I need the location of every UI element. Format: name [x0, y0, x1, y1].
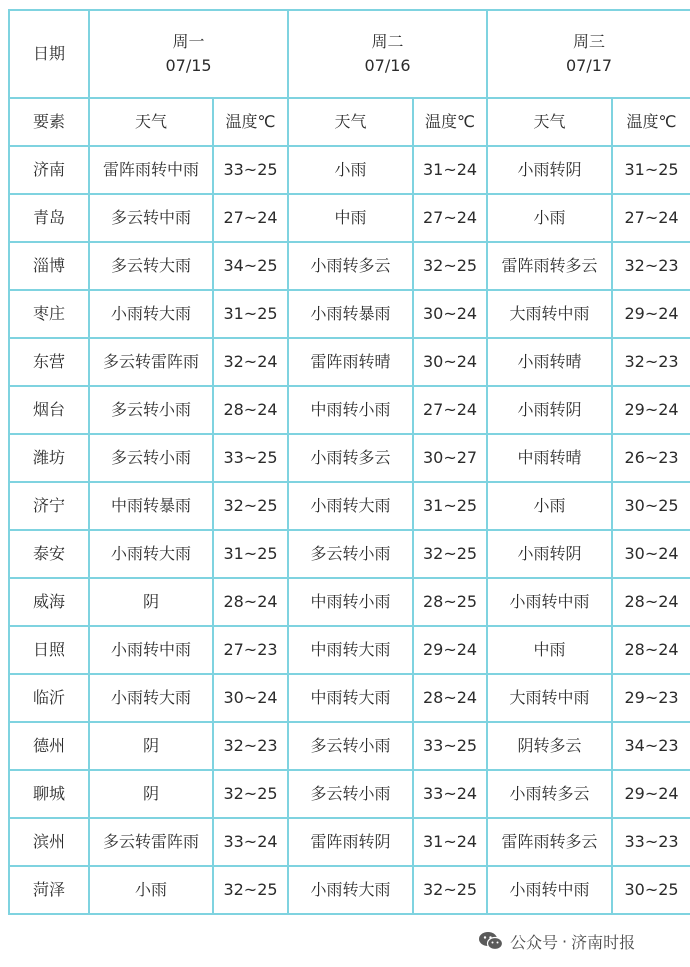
element-header-row — [9, 98, 690, 146]
city-name-cell: 滨州 — [9, 818, 89, 866]
weather-cell: 小雨 — [288, 146, 413, 194]
temp-header-cell: 温度℃ — [413, 98, 487, 146]
table-row — [9, 338, 690, 386]
temperature-cell: 32~25 — [213, 866, 288, 914]
temperature-cell: 32~25 — [213, 482, 288, 530]
temperature-cell: 33~23 — [612, 818, 690, 866]
table-row — [9, 770, 690, 818]
table-row — [9, 722, 690, 770]
weather-cell: 多云转小雨 — [288, 530, 413, 578]
weather-cell: 小雨转阴 — [487, 386, 612, 434]
temperature-cell: 29~24 — [612, 770, 690, 818]
weather-cell: 大雨转中雨 — [487, 674, 612, 722]
weather-cell: 小雨转中雨 — [487, 866, 612, 914]
wechat-icon — [478, 931, 504, 951]
weather-cell: 中雨 — [487, 626, 612, 674]
weather-cell: 小雨转大雨 — [288, 482, 413, 530]
temperature-cell: 27~24 — [413, 194, 487, 242]
temperature-cell: 31~24 — [413, 818, 487, 866]
temperature-cell: 29~24 — [612, 290, 690, 338]
weather-cell: 小雨转中雨 — [487, 578, 612, 626]
table-row — [9, 194, 690, 242]
date-header-row — [9, 10, 690, 98]
weather-cell: 大雨转中雨 — [487, 290, 612, 338]
table-row — [9, 866, 690, 914]
day-name: 周一 — [172, 32, 205, 51]
table-row — [9, 530, 690, 578]
weather-cell: 多云转大雨 — [89, 242, 213, 290]
weather-cell: 小雨转大雨 — [89, 674, 213, 722]
table-row — [9, 242, 690, 290]
weather-header-cell: 天气 — [288, 98, 413, 146]
weather-cell: 中雨转大雨 — [288, 626, 413, 674]
weather-cell: 阴 — [89, 722, 213, 770]
temperature-cell: 34~23 — [612, 722, 690, 770]
weather-cell: 阴 — [89, 770, 213, 818]
day-name: 周二 — [371, 32, 404, 51]
city-name-cell: 东营 — [9, 338, 89, 386]
table-row — [9, 578, 690, 626]
date-label-cell: 日期 — [9, 10, 89, 98]
city-name-cell: 烟台 — [9, 386, 89, 434]
weather-cell: 小雨转多云 — [288, 242, 413, 290]
temperature-cell: 28~24 — [413, 674, 487, 722]
table-row — [9, 386, 690, 434]
weather-header-cell: 天气 — [89, 98, 213, 146]
temperature-cell: 30~24 — [213, 674, 288, 722]
weather-cell: 阴转多云 — [487, 722, 612, 770]
weather-cell: 小雨转大雨 — [89, 290, 213, 338]
day-date: 07/16 — [364, 56, 411, 75]
forecast-table-container — [8, 9, 690, 915]
weather-header-cell: 天气 — [487, 98, 612, 146]
weather-cell: 雷阵雨转多云 — [487, 818, 612, 866]
table-row — [9, 818, 690, 866]
city-name-cell: 济南 — [9, 146, 89, 194]
temperature-cell: 32~25 — [413, 866, 487, 914]
element-label-cell: 要素 — [9, 98, 89, 146]
weather-cell: 多云转雷阵雨 — [89, 338, 213, 386]
weather-cell: 小雨转暴雨 — [288, 290, 413, 338]
weather-cell: 雷阵雨转阴 — [288, 818, 413, 866]
city-name-cell: 德州 — [9, 722, 89, 770]
weather-cell: 小雨转阴 — [487, 530, 612, 578]
temperature-cell: 29~24 — [612, 386, 690, 434]
table-row — [9, 290, 690, 338]
temperature-cell: 28~24 — [612, 626, 690, 674]
temperature-cell: 27~24 — [413, 386, 487, 434]
temperature-cell: 32~25 — [413, 530, 487, 578]
weather-cell: 小雨转多云 — [288, 434, 413, 482]
weather-cell: 雷阵雨转多云 — [487, 242, 612, 290]
temperature-cell: 29~23 — [612, 674, 690, 722]
day-date: 07/17 — [565, 56, 613, 75]
watermark-separator: · — [562, 931, 568, 951]
city-name-cell: 济宁 — [9, 482, 89, 530]
city-name-cell: 威海 — [9, 578, 89, 626]
weather-cell: 多云转小雨 — [288, 770, 413, 818]
temperature-cell: 28~24 — [612, 578, 690, 626]
temperature-cell: 27~24 — [612, 194, 690, 242]
city-name-cell: 青岛 — [9, 194, 89, 242]
day-date: 07/15 — [165, 56, 212, 75]
table-row — [9, 626, 690, 674]
temp-header-cell: 温度℃ — [213, 98, 288, 146]
day-header-mon — [89, 10, 288, 98]
weather-cell: 小雨转多云 — [487, 770, 612, 818]
temperature-cell: 30~24 — [413, 290, 487, 338]
city-name-cell: 菏泽 — [9, 866, 89, 914]
temperature-cell: 26~23 — [612, 434, 690, 482]
weather-cell: 中雨 — [288, 194, 413, 242]
city-name-cell: 泰安 — [9, 530, 89, 578]
temperature-cell: 32~23 — [213, 722, 288, 770]
weather-cell: 小雨 — [89, 866, 213, 914]
city-name-cell: 临沂 — [9, 674, 89, 722]
weather-cell: 小雨转晴 — [487, 338, 612, 386]
temperature-cell: 32~25 — [413, 242, 487, 290]
temperature-cell: 30~27 — [413, 434, 487, 482]
weather-cell: 阴 — [89, 578, 213, 626]
temperature-cell: 33~25 — [213, 434, 288, 482]
weather-cell: 多云转雷阵雨 — [89, 818, 213, 866]
table-row — [9, 482, 690, 530]
city-name-cell: 淄博 — [9, 242, 89, 290]
temperature-cell: 33~24 — [413, 770, 487, 818]
temperature-cell: 29~24 — [413, 626, 487, 674]
watermark-account: 济南时报 — [571, 932, 636, 952]
day-header-tue — [288, 10, 487, 98]
temperature-cell: 28~24 — [213, 386, 288, 434]
temperature-cell: 31~24 — [413, 146, 487, 194]
temperature-cell: 30~25 — [612, 866, 690, 914]
temperature-cell: 31~25 — [213, 290, 288, 338]
weather-cell: 雷阵雨转中雨 — [89, 146, 213, 194]
day-name: 周三 — [573, 32, 606, 51]
table-row — [9, 146, 690, 194]
temp-header-cell: 温度℃ — [612, 98, 690, 146]
weather-cell: 多云转小雨 — [89, 386, 213, 434]
temperature-cell: 31~25 — [413, 482, 487, 530]
weather-cell: 小雨转大雨 — [288, 866, 413, 914]
weather-cell: 雷阵雨转晴 — [288, 338, 413, 386]
weather-cell: 多云转小雨 — [288, 722, 413, 770]
table-row — [9, 674, 690, 722]
temperature-cell: 32~25 — [213, 770, 288, 818]
weather-cell: 中雨转大雨 — [288, 674, 413, 722]
temperature-cell: 33~25 — [413, 722, 487, 770]
temperature-cell: 32~23 — [612, 338, 690, 386]
weather-cell: 中雨转小雨 — [288, 578, 413, 626]
wechat-watermark — [478, 928, 635, 954]
city-name-cell: 枣庄 — [9, 290, 89, 338]
weather-cell: 小雨转大雨 — [89, 530, 213, 578]
city-name-cell: 聊城 — [9, 770, 89, 818]
temperature-cell: 32~23 — [612, 242, 690, 290]
temperature-cell: 33~24 — [213, 818, 288, 866]
table-row — [9, 434, 690, 482]
temperature-cell: 27~24 — [213, 194, 288, 242]
temperature-cell: 31~25 — [213, 530, 288, 578]
temperature-cell: 30~24 — [413, 338, 487, 386]
temperature-cell: 30~25 — [612, 482, 690, 530]
temperature-cell: 32~24 — [213, 338, 288, 386]
weather-cell: 小雨转阴 — [487, 146, 612, 194]
city-name-cell: 日照 — [9, 626, 89, 674]
temperature-cell: 33~25 — [213, 146, 288, 194]
weather-cell: 多云转小雨 — [89, 434, 213, 482]
weather-cell: 小雨 — [487, 482, 612, 530]
temperature-cell: 34~25 — [213, 242, 288, 290]
weather-cell: 小雨转中雨 — [89, 626, 213, 674]
temperature-cell: 31~25 — [612, 146, 690, 194]
weather-cell: 小雨 — [487, 194, 612, 242]
weather-cell: 多云转中雨 — [89, 194, 213, 242]
weather-cell: 中雨转暴雨 — [89, 482, 213, 530]
city-name-cell: 潍坊 — [9, 434, 89, 482]
temperature-cell: 27~23 — [213, 626, 288, 674]
temperature-cell: 30~24 — [612, 530, 690, 578]
weather-cell: 中雨转小雨 — [288, 386, 413, 434]
temperature-cell: 28~25 — [413, 578, 487, 626]
weather-cell: 中雨转晴 — [487, 434, 612, 482]
day-header-wed — [487, 10, 690, 98]
weather-forecast-table — [8, 9, 690, 915]
watermark-prefix: 公众号 — [510, 932, 559, 952]
temperature-cell: 28~24 — [213, 578, 288, 626]
